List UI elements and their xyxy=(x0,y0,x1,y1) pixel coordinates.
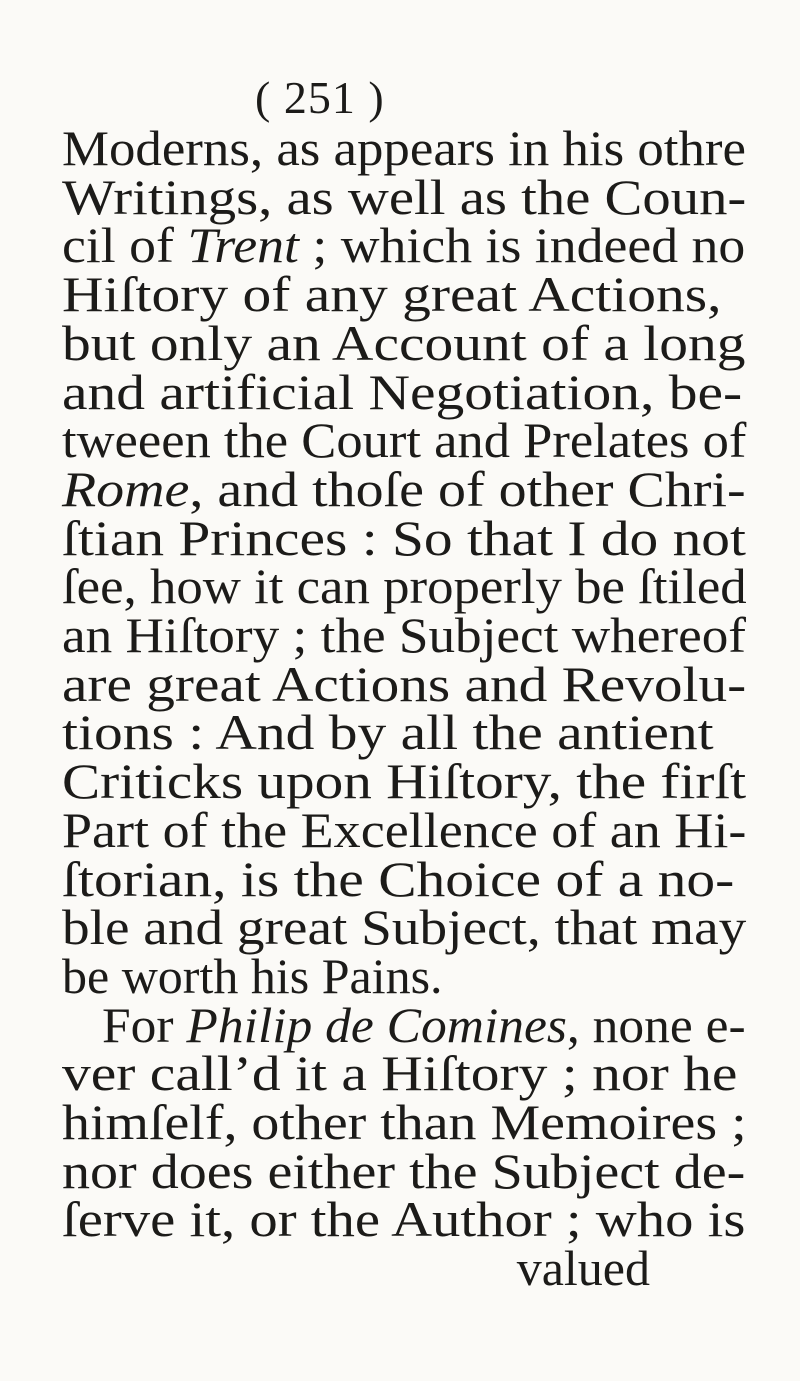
text-run: nor does either the Subject de- xyxy=(62,1142,746,1199)
text-run: Criticks upon Hiſtory, the firſt xyxy=(62,753,747,810)
text-run: cil of xyxy=(62,217,188,274)
text-run: ; which is indeed no xyxy=(298,217,746,274)
text-run: Writings, as well as the Coun- xyxy=(62,168,747,225)
text-run: an Hiſtory ; the Subject whereof xyxy=(62,607,747,663)
text-run: ſerve it, or the Author ; who is xyxy=(62,1191,746,1248)
text-run: For xyxy=(102,996,187,1053)
text-run: ſee, how it can properly be ſtiled xyxy=(62,558,747,615)
text-run: Moderns, as appears in his othre xyxy=(62,120,746,176)
catchword: valued xyxy=(516,1240,650,1297)
text-run: ſtian Princes : So that I do not xyxy=(62,509,746,566)
page-number: ( 251 ) xyxy=(255,72,385,123)
text-run: be worth his Pains. xyxy=(62,947,443,1004)
text-run: tions : And by all the antient xyxy=(62,704,714,761)
text-run: are great Actions and Revolu- xyxy=(62,655,747,712)
italic-text: Rome xyxy=(62,460,190,517)
text-run: , and thoſe of other Chri- xyxy=(189,460,746,517)
text-run: and artificial Negotiation, be- xyxy=(62,363,743,420)
text-run: himſelf, other than Memoires ; xyxy=(62,1094,747,1150)
italic-text: Philip de Comines xyxy=(186,996,567,1053)
text-run: tweeen the Court and Prelates of xyxy=(62,412,747,469)
text-run: ver call’d it a Hiſtory ; nor he xyxy=(62,1045,738,1102)
text-run: but only an Account of a long xyxy=(62,314,746,371)
text-run: Hiſtory of any great Actions, xyxy=(62,266,722,323)
text-run: ſtorian, is the Choice of a no- xyxy=(62,850,735,907)
text-run: ble and great Subject, that may xyxy=(62,899,747,956)
italic-text: Trent xyxy=(187,217,299,274)
text-run: , none e- xyxy=(566,996,746,1053)
text-run: Part of the Excellence of an Hi- xyxy=(62,801,747,858)
